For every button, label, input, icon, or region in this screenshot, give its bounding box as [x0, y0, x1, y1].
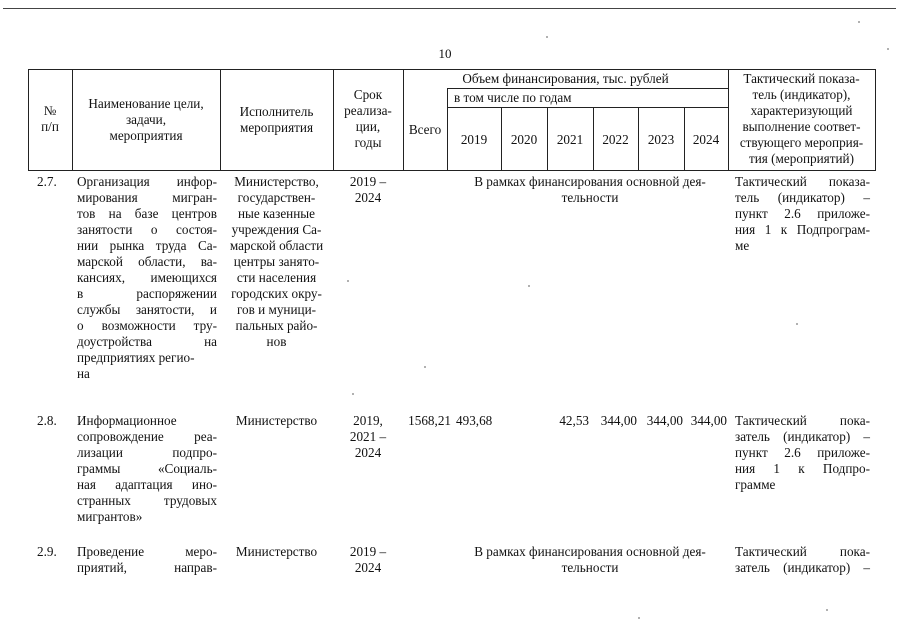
row-indicator: Тактический пока- затель (индикатор) –	[735, 544, 870, 575]
page-top-border	[3, 8, 896, 9]
row-value-2021: 42,53	[559, 413, 589, 428]
header-year-2021: 2021	[556, 132, 584, 147]
header-year-2024: 2024	[692, 132, 720, 147]
row-indicator: Тактический пока- затель (индикатор) – пункт 2.6 приложе- ния 1 к Подпро- грамме	[735, 413, 870, 492]
header-year-2019: 2019	[460, 132, 488, 147]
row-funding-note: В рамках финансирования основной дея- тельности	[474, 544, 706, 575]
row-term: 2019 – 2024	[349, 174, 387, 205]
header-indicator: Тактический показа- тель (индикатор), характеризующий выполнение соответ- ствующего мероприя- тия (мероприятий)	[739, 71, 864, 166]
header-by-years: в том числе по годам	[454, 90, 572, 105]
row-number: 2.7.	[37, 174, 57, 189]
row-value-2022: 344,00	[600, 413, 637, 428]
header-term: Срок реализа- ции, годы	[344, 87, 392, 150]
row-name: Проведение меро- приятий, направ-	[77, 544, 217, 575]
row-name: Информационное сопровождение реа- лизации подпро- граммы «Социаль- ная адаптация ино- странных трудовых мигрантов»	[77, 413, 217, 524]
row-value-2023: 344,00	[646, 413, 683, 428]
header-total: Всего	[408, 122, 442, 137]
row-number: 2.9.	[37, 544, 57, 559]
row-number: 2.8.	[37, 413, 57, 428]
row-term: 2019 – 2024	[349, 544, 387, 575]
row-executor: Министерство	[235, 413, 318, 428]
row-value-2024: 344,00	[690, 413, 727, 428]
row-indicator: Тактический показа- тель (индикатор) – пункт 2.6 приложе- ния 1 к Подпрограм- ме	[735, 174, 870, 253]
header-year-2022: 2022	[602, 132, 629, 147]
row-name: Организация инфор- мирования мигран- тов на базе центров занятости о состоя- нии рынка труда Са- марской области, ва- кансиях, имеющихся в распоряжении службы занятости, и о возможности тру- доустройства на предприятиях регио- на	[77, 174, 217, 381]
header-year-2023: 2023	[647, 132, 675, 147]
header-name: Наименование цели, задачи, мероприятия	[88, 96, 204, 143]
header-num: № п/п	[41, 103, 59, 134]
row-executor: Министерство	[235, 544, 318, 559]
row-total: 1568,21	[408, 413, 451, 428]
row-funding-note: В рамках финансирования основной дея- тельности	[474, 174, 706, 205]
header-funding: Объем финансирования, тыс. рублей	[462, 71, 669, 86]
row-value-2019: 493,68	[456, 413, 493, 428]
row-term: 2019, 2021 – 2024	[349, 413, 387, 460]
page-number: 10	[438, 46, 452, 61]
header-executor: Исполнитель мероприятия	[239, 104, 314, 135]
header-year-2020: 2020	[510, 132, 538, 147]
row-executor: Министерство, государствен- ные казенные учреждения Са- марской области центры занято- сти населения городских окру- гов и муници- пальных райо- нов	[229, 174, 324, 349]
